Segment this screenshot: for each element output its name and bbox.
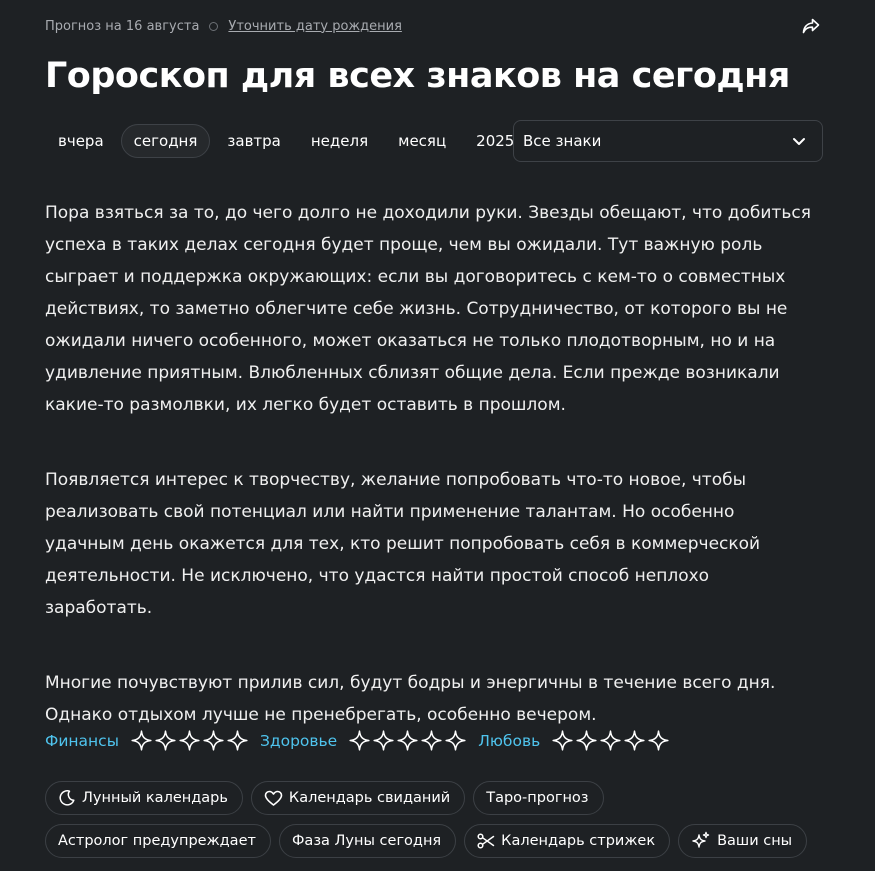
- separator-dot-icon: [209, 22, 218, 31]
- chip-moon-phase[interactable]: [279, 824, 456, 858]
- zodiac-sign-select[interactable]: [513, 120, 823, 162]
- tab-year[interactable]: 2025: [476, 132, 515, 150]
- heart-icon: [264, 790, 283, 807]
- forecast-date: Прогноз на 16 августа: [45, 18, 200, 34]
- star-icon: [227, 730, 248, 751]
- star-icon: [600, 730, 621, 751]
- star-icon: [155, 730, 176, 751]
- page-title: Гороскоп для всех знаков на сегодня: [45, 56, 790, 96]
- chip-dating-calendar[interactable]: [251, 781, 465, 815]
- star-icon: [397, 730, 418, 751]
- rating-label-love: Любовь: [478, 731, 541, 750]
- chip-label: Календарь стрижек: [501, 833, 656, 849]
- horoscope-paragraph: Многие почувствуют прилив сил, будут бодры и энергичны в течение всего дня. Однако отдыхом лучше не пренебрегать, особенно вечером.: [45, 673, 776, 725]
- moon-icon: [58, 789, 76, 807]
- star-icon: [349, 730, 370, 751]
- related-links: [45, 781, 835, 858]
- rating-stars-health: [349, 730, 466, 751]
- star-icon: [373, 730, 394, 751]
- tab-week[interactable]: неделя: [310, 132, 369, 150]
- chip-haircut-calendar[interactable]: [464, 824, 670, 858]
- period-tabs: [45, 124, 527, 158]
- forecast-header: [45, 17, 402, 35]
- chevron-down-icon: [792, 132, 806, 150]
- chip-label: Фаза Луны сегодня: [291, 833, 442, 849]
- chip-lunar-calendar[interactable]: [45, 781, 243, 815]
- tab-yesterday[interactable]: вчера: [58, 132, 104, 150]
- tab-tomorrow[interactable]: завтра: [227, 132, 281, 150]
- star-icon: [131, 730, 152, 751]
- scissors-icon: [477, 833, 495, 849]
- refine-birthdate-link[interactable]: Уточнить дату рождения: [228, 18, 402, 34]
- rating-label-health: Здоровье: [259, 731, 338, 750]
- chip-label: Календарь свиданий: [288, 790, 451, 806]
- sparkles-icon: [691, 831, 711, 851]
- rating-label-finance: Финансы: [45, 731, 119, 750]
- chip-label: Астролог предупреждает: [58, 833, 256, 849]
- ratings-row: [45, 730, 681, 751]
- chip-label: Ваши сны: [717, 833, 793, 849]
- horoscope-paragraph: Появляется интерес к творчеству, желание попробовать что-то новое, чтобы реализовать свой потенциал или найти применение талантам. Но особенно удачным день окажется для тех, кто решит попробовать себя в коммерческой деятельности. Не исключено, что удастся найти простой способ неплохо заработать.: [45, 470, 761, 618]
- horoscope-text: [45, 197, 815, 774]
- star-icon: [648, 730, 669, 751]
- tab-today[interactable]: сегодня: [121, 124, 211, 158]
- share-icon[interactable]: [800, 15, 822, 37]
- chip-label: Лунный календарь: [82, 790, 228, 806]
- star-icon: [552, 730, 573, 751]
- chip-your-dreams[interactable]: [678, 824, 807, 858]
- zodiac-sign-select-value: Все знаки: [523, 132, 602, 150]
- rating-stars-finance: [131, 730, 248, 751]
- chip-tarot-forecast[interactable]: [473, 781, 603, 815]
- star-icon: [445, 730, 466, 751]
- chip-label: Таро-прогноз: [486, 790, 589, 806]
- star-icon: [421, 730, 442, 751]
- tab-month[interactable]: месяц: [398, 132, 447, 150]
- horoscope-paragraph: Пора взяться за то, до чего долго не доходили руки. Звезды обещают, что добиться успеха в таких делах сегодня будет проще, чем вы ожидали. Тут важную роль сыграет и поддержка окружающих: если вы договоритесь с кем-то о совместных действиях, то заметно облегчите себе жизнь. Сотрудничество, от которого вы не ожидали ничего особенного, может оказаться не только плодотворным, но и на удивление приятным. Влюбленных сблизят общие дела. Если прежде возникали какие-то размолвки, их легко будет оставить в прошлом.: [45, 203, 811, 415]
- star-icon: [203, 730, 224, 751]
- star-icon: [179, 730, 200, 751]
- star-icon: [576, 730, 597, 751]
- rating-stars-love: [552, 730, 669, 751]
- star-icon: [624, 730, 645, 751]
- chip-astrologer-warns[interactable]: [45, 824, 271, 858]
